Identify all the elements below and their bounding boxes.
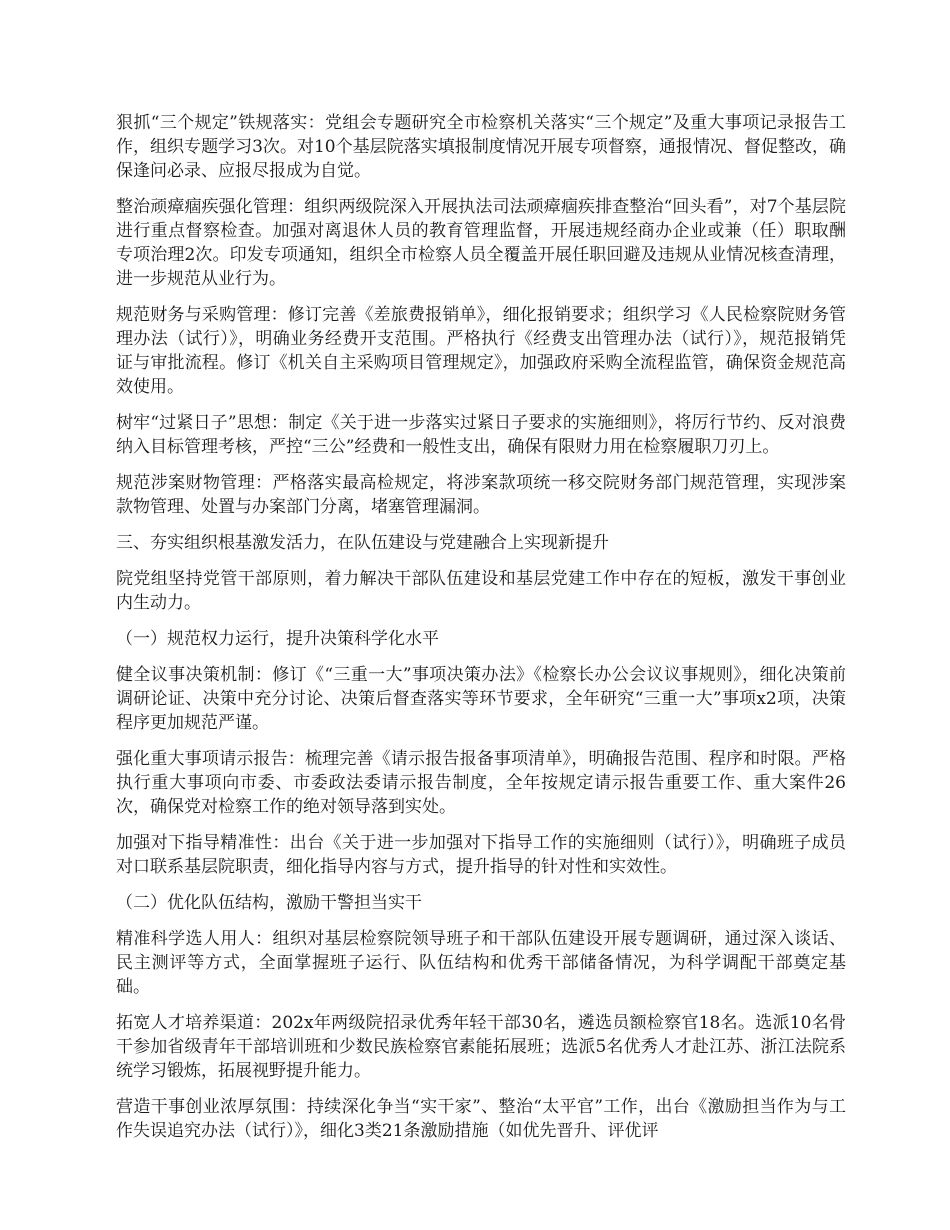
paragraph-finance-procurement: 规范财务与采购管理：修订完善《差旅费报销单》，细化报销要求；组织学习《人民检察院财务管理办法（试行）》，明确业务经费开支范围。严格执行《经费支出管理办法（试行）》，规范报销凭证与审批流程。修订《机关自主采购项目管理规定》，加强政府采购全流程监管，确保资金规范高效使用。 (116, 305, 846, 397)
paragraph-party-group-principle: 院党组坚持党管干部原则，着力解决干部队伍建设和基层党建工作中存在的短板，激发干事创业内生动力。 (116, 569, 846, 613)
paragraph-frugality: 树牢“过紧日子”思想：制定《关于进一步落实过紧日子要求的实施细则》，将厉行节约、反对浪费纳入目标管理考核，严控“三公”经费和一般性支出，确保有限财力用在检察履职刀刃上。 (116, 413, 846, 457)
paragraph-case-property: 规范涉案财物管理：严格落实最高检规定，将涉案款项统一移交院财务部门规范管理，实现涉案款物管理、处置与办案部门分离，堵塞管理漏洞。 (116, 473, 846, 517)
paragraph-decision-mechanism: 健全议事决策机制：修订《“三重一大”事项决策办法》《检察长办公会议议事规则》，细化决策前调研论证、决策中充分讨论、决策后督查落实等环节要求，全年研究“三重一大”事项x2项，决策程序更加规范严谨。 (116, 665, 846, 733)
subsection-heading-two: （二）优化队伍结构，激励干警担当实干 (116, 893, 422, 913)
paragraph-talent-cultivation: 拓宽人才培养渠道：202x年两级院招录优秀年轻干部30名，遴选员额检察官18名。选派10名骨干参加省级青年干部培训班和少数民族检察官素能拓展班；选派5名优秀人才赴江苏、浙江法院系统学习锻炼，拓展视野提升能力。 (116, 1013, 846, 1081)
paragraph-major-matters-reporting: 强化重大事项请示报告：梳理完善《请示报告报备事项清单》，明确报告范围、程序和时限。严格执行重大事项向市委、市委政法委请示报告制度，全年按规定请示报告重要工作、重大案件26次，确保党对检察工作的绝对领导落到实处。 (116, 749, 846, 817)
paragraph-work-atmosphere: 营造干事创业浓厚氛围：持续深化争当“实干家”、整治“太平官”工作，出台《激励担当作为与工作失误追究办法（试行）》，细化3类21条激励措施（如优先晋升、评优评 (116, 1097, 846, 1141)
section-heading-three: 三、夯实组织根基激发活力，在队伍建设与党建融合上实现新提升 (116, 533, 609, 553)
paragraph-rectify-chronic-problems: 整治顽瘴痼疾强化管理：组织两级院深入开展执法司法顽瘴痼疾排查整治“回头看”，对7个基层院进行重点督察检查。加强对离退休人员的教育管理监督，开展违规经商办企业或兼（任）职取酬专项治理2次。印发专项通知，组织全市检察人员全覆盖开展任职回避及违规从业情况核查清理，进一步规范从业行为。 (116, 197, 846, 289)
paragraph-selection-appointment: 精准科学选人用人：组织对基层检察院领导班子和干部队伍建设开展专题调研，通过深入谈话、民主测评等方式，全面掌握班子运行、队伍结构和优秀干部储备情况，为科学调配干部奠定基础。 (116, 929, 846, 997)
document-body (116, 111, 846, 1155)
subsection-heading-one: （一）规范权力运行，提升决策科学化水平 (116, 629, 439, 649)
paragraph-three-rules: 狠抓“三个规定”铁规落实：党组会专题研究全市检察机关落实“三个规定”及重大事项记录报告工作，组织专题学习3次。对10个基层院落实填报制度情况开展专项督察，通报情况、督促整改，确保逢问必录、应报尽报成为自觉。 (116, 113, 846, 181)
paragraph-guidance-precision: 加强对下指导精准性：出台《关于进一步加强对下指导工作的实施细则（试行）》，明确班子成员对口联系基层院职责，细化指导内容与方式，提升指导的针对性和实效性。 (116, 833, 846, 877)
